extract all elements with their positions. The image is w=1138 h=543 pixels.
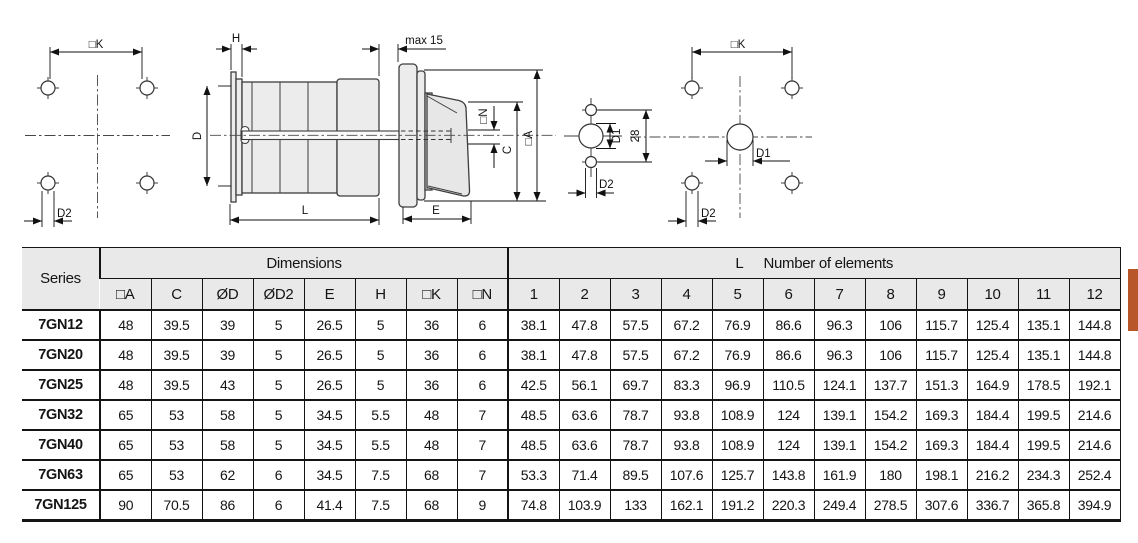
count-col-header: 5 (712, 279, 763, 311)
length-cell: 199.5 (1018, 400, 1069, 430)
length-cell: 278.5 (865, 490, 916, 521)
dim-cell: 36 (406, 310, 457, 340)
dim-cell: 65 (100, 400, 151, 430)
length-cell: 125.7 (712, 460, 763, 490)
center-hole-icon (727, 124, 753, 150)
count-col-header: 3 (610, 279, 661, 311)
dim-cell: 5 (355, 340, 406, 370)
count-col-header: 2 (559, 279, 610, 311)
length-cell: 47.8 (559, 310, 610, 340)
dim-label-e: E (432, 205, 440, 217)
dim-cell: 6 (253, 490, 304, 521)
dim-cell: 39.5 (151, 370, 202, 400)
length-cell: 53.3 (508, 460, 559, 490)
length-cell: 135.1 (1018, 340, 1069, 370)
dim-cell: 7 (457, 460, 508, 490)
dim-cell: 6 (253, 460, 304, 490)
dim-cell: 39.5 (151, 340, 202, 370)
length-cell: 135.1 (1018, 310, 1069, 340)
dim-cell: 5 (253, 430, 304, 460)
dim-cell: 39 (202, 340, 253, 370)
dim-cell: 9 (457, 490, 508, 521)
dim-cell: 48 (100, 370, 151, 400)
dim-cell: 5 (253, 400, 304, 430)
length-cell: 394.9 (1069, 490, 1120, 521)
length-cell: 76.9 (712, 340, 763, 370)
mounting-hole-icon (681, 77, 703, 99)
dim-label-h: H (231, 33, 241, 45)
length-cell: 154.2 (865, 400, 916, 430)
series-header: Series (22, 248, 100, 311)
dim-cell: 70.5 (151, 490, 202, 521)
length-cell: 133 (610, 490, 661, 521)
count-col-header: 10 (967, 279, 1018, 311)
length-cell: 184.4 (967, 430, 1018, 460)
dim-cell: 48 (406, 400, 457, 430)
dim-col-header: E (304, 279, 355, 311)
length-cell: 89.5 (610, 460, 661, 490)
dim-cell: 7 (457, 430, 508, 460)
length-cell: 365.8 (1018, 490, 1069, 521)
mounting-hole-icon (681, 172, 703, 194)
length-cell: 103.9 (559, 490, 610, 521)
length-cell: 96.3 (814, 310, 865, 340)
series-cell: 7GN125 (22, 490, 100, 521)
dim-col-header: □N (457, 279, 508, 311)
length-cell: 57.5 (610, 340, 661, 370)
length-cell: 184.4 (967, 400, 1018, 430)
dim-cell: 90 (100, 490, 151, 521)
dim-label-a: □A (523, 130, 535, 146)
length-cell: 124 (763, 430, 814, 460)
count-col-header: 4 (661, 279, 712, 311)
length-cell: 83.3 (661, 370, 712, 400)
mounting-hole-icon (37, 77, 59, 99)
dim-label-k: □K (88, 39, 104, 51)
side-view (192, 33, 556, 225)
length-cell: 57.5 (610, 310, 661, 340)
length-cell: 86.6 (763, 310, 814, 340)
length-cell: 74.8 (508, 490, 559, 521)
length-cell: 78.7 (610, 400, 661, 430)
length-cell: 78.7 (610, 430, 661, 460)
dim-cell: 5 (253, 340, 304, 370)
length-cell: 108.9 (712, 400, 763, 430)
dim-label-d2: D2 (701, 208, 716, 220)
dimensions-header: Dimensions (100, 248, 508, 279)
table-row (22, 430, 1120, 460)
length-cell: 199.5 (1018, 430, 1069, 460)
dim-cell: 5 (355, 370, 406, 400)
dim-cell: 53 (151, 460, 202, 490)
table-row (22, 400, 1120, 430)
length-cell: 67.2 (661, 310, 712, 340)
count-col-header: 1 (508, 279, 559, 311)
count-col-header: 12 (1069, 279, 1120, 311)
dim-cell: 26.5 (304, 310, 355, 340)
dim-col-header: □A (100, 279, 151, 311)
length-cell: 106 (865, 340, 916, 370)
length-cell: 214.6 (1069, 400, 1120, 430)
mounting-hole-icon (37, 172, 59, 194)
length-cell: 162.1 (661, 490, 712, 521)
table-row (22, 490, 1120, 521)
length-cell: 139.1 (814, 400, 865, 430)
dim-cell: 36 (406, 370, 457, 400)
length-cell: 93.8 (661, 400, 712, 430)
length-cell: 249.4 (814, 490, 865, 521)
dim-col-header: ØD (202, 279, 253, 311)
dim-cell: 53 (151, 430, 202, 460)
dim-cell: 34.5 (304, 460, 355, 490)
dim-cell: 26.5 (304, 340, 355, 370)
dim-col-header: □K (406, 279, 457, 311)
dim-cell: 58 (202, 430, 253, 460)
length-cell: 38.1 (508, 340, 559, 370)
length-cell: 125.4 (967, 310, 1018, 340)
flange-front-view (24, 39, 170, 227)
dim-cell: 39.5 (151, 310, 202, 340)
series-cell: 7GN12 (22, 310, 100, 340)
dim-cell: 5.5 (355, 400, 406, 430)
dim-label-d: D (192, 131, 204, 141)
length-cell: 67.2 (661, 340, 712, 370)
dim-cell: 68 (406, 490, 457, 521)
length-cell: 216.2 (967, 460, 1018, 490)
series-cell: 7GN25 (22, 370, 100, 400)
table-row (22, 310, 1120, 340)
length-cell: 69.7 (610, 370, 661, 400)
mounting-hole-icon (781, 172, 803, 194)
knob (427, 94, 470, 196)
fixing-hole-icon (586, 157, 597, 168)
table-row (22, 340, 1120, 370)
length-cell: 125.4 (967, 340, 1018, 370)
length-cell: 307.6 (916, 490, 967, 521)
dimensions-table (22, 247, 1121, 522)
count-col-header: 6 (763, 279, 814, 311)
mounting-hole-icon (136, 172, 158, 194)
series-cell: 7GN20 (22, 340, 100, 370)
count-col-header: 9 (916, 279, 967, 311)
series-cell: 7GN63 (22, 460, 100, 490)
length-cell: 164.9 (967, 370, 1018, 400)
length-cell: 137.7 (865, 370, 916, 400)
shaft-hole-icon (579, 124, 603, 148)
length-cell: 154.2 (865, 430, 916, 460)
dim-cell: 65 (100, 460, 151, 490)
page-edge-tab (1128, 269, 1138, 331)
dim-cell: 48 (100, 340, 151, 370)
dim-label-28: 28 (630, 129, 642, 143)
length-cell: 47.8 (559, 340, 610, 370)
elements-label: Number of elements (763, 254, 894, 272)
length-cell: 124.1 (814, 370, 865, 400)
dim-cell: 26.5 (304, 370, 355, 400)
count-col-header: 11 (1018, 279, 1069, 311)
dim-cell: 5 (253, 370, 304, 400)
dim-cell: 34.5 (304, 400, 355, 430)
dim-cell: 5 (253, 310, 304, 340)
dim-cell: 34.5 (304, 430, 355, 460)
dim-cell: 6 (457, 340, 508, 370)
length-cell: 71.4 (559, 460, 610, 490)
dim-cell: 48 (100, 310, 151, 340)
length-cell: 63.6 (559, 400, 610, 430)
length-cell: 178.5 (1018, 370, 1069, 400)
length-cell: 198.1 (916, 460, 967, 490)
dim-cell: 58 (202, 400, 253, 430)
dim-cell: 7.5 (355, 490, 406, 521)
mounting-hole-icon (781, 77, 803, 99)
length-cell: 96.3 (814, 340, 865, 370)
length-cell: 38.1 (508, 310, 559, 340)
shaft-hole-view (564, 98, 652, 198)
dim-cell: 6 (457, 370, 508, 400)
dim-col-header: H (355, 279, 406, 311)
dim-cell: 6 (457, 310, 508, 340)
table-row (22, 460, 1120, 490)
length-cell: 139.1 (814, 430, 865, 460)
length-cell: 106 (865, 310, 916, 340)
length-cell: 144.8 (1069, 310, 1120, 340)
dim-col-header: ØD2 (253, 279, 304, 311)
length-cell: 169.3 (916, 400, 967, 430)
dim-label-n: □N (478, 108, 490, 124)
length-cell: 191.2 (712, 490, 763, 521)
length-cell: 115.7 (916, 340, 967, 370)
elements-header (508, 248, 1120, 279)
dim-label-k: □K (730, 39, 746, 51)
table-row (22, 370, 1120, 400)
fixing-hole-icon (586, 105, 597, 116)
length-cell: 56.1 (559, 370, 610, 400)
dim-label-d1: D1 (611, 128, 623, 144)
length-cell: 234.3 (1018, 460, 1069, 490)
dim-label-d2: D2 (599, 179, 614, 191)
length-cell: 161.9 (814, 460, 865, 490)
count-col-header: 7 (814, 279, 865, 311)
length-cell: 252.4 (1069, 460, 1120, 490)
dim-cell: 5.5 (355, 430, 406, 460)
dim-cell: 68 (406, 460, 457, 490)
length-cell: 108.9 (712, 430, 763, 460)
panel-cutout-view (630, 39, 812, 227)
length-cell: 107.6 (661, 460, 712, 490)
length-cell: 151.3 (916, 370, 967, 400)
technical-drawings (0, 0, 1138, 247)
length-cell: 115.7 (916, 310, 967, 340)
dim-col-header: C (151, 279, 202, 311)
length-cell: 110.5 (763, 370, 814, 400)
length-cell: 86.6 (763, 340, 814, 370)
dim-cell: 36 (406, 340, 457, 370)
dim-cell: 65 (100, 430, 151, 460)
dim-cell: 5 (355, 310, 406, 340)
dim-cell: 53 (151, 400, 202, 430)
dim-cell: 39 (202, 310, 253, 340)
series-cell: 7GN32 (22, 400, 100, 430)
length-cell: 180 (865, 460, 916, 490)
dim-cell: 62 (202, 460, 253, 490)
length-cell: 76.9 (712, 310, 763, 340)
length-cell: 48.5 (508, 400, 559, 430)
count-col-header: 8 (865, 279, 916, 311)
dim-cell: 7.5 (355, 460, 406, 490)
series-cell: 7GN40 (22, 430, 100, 460)
dim-cell: 43 (202, 370, 253, 400)
dim-cell: 41.4 (304, 490, 355, 521)
length-cell: 48.5 (508, 430, 559, 460)
dim-label-d1: D1 (756, 148, 771, 160)
dim-cell: 86 (202, 490, 253, 521)
dim-cell: 48 (406, 430, 457, 460)
dim-label-d2: D2 (57, 208, 72, 220)
mounting-hole-icon (136, 77, 158, 99)
dim-label-l: L (301, 205, 309, 217)
length-cell: 93.8 (661, 430, 712, 460)
length-cell: 143.8 (763, 460, 814, 490)
dim-label-max15: max 15 (405, 35, 443, 47)
length-cell: 96.9 (712, 370, 763, 400)
length-cell: 144.8 (1069, 340, 1120, 370)
length-cell: 220.3 (763, 490, 814, 521)
length-cell: 63.6 (559, 430, 610, 460)
length-cell: 169.3 (916, 430, 967, 460)
length-cell: 42.5 (508, 370, 559, 400)
length-cell: 192.1 (1069, 370, 1120, 400)
dim-label-c: C (502, 145, 514, 155)
length-cell: 336.7 (967, 490, 1018, 521)
dim-cell: 7 (457, 400, 508, 430)
length-cell: 214.6 (1069, 430, 1120, 460)
l-label: L (735, 254, 744, 272)
length-cell: 124 (763, 400, 814, 430)
